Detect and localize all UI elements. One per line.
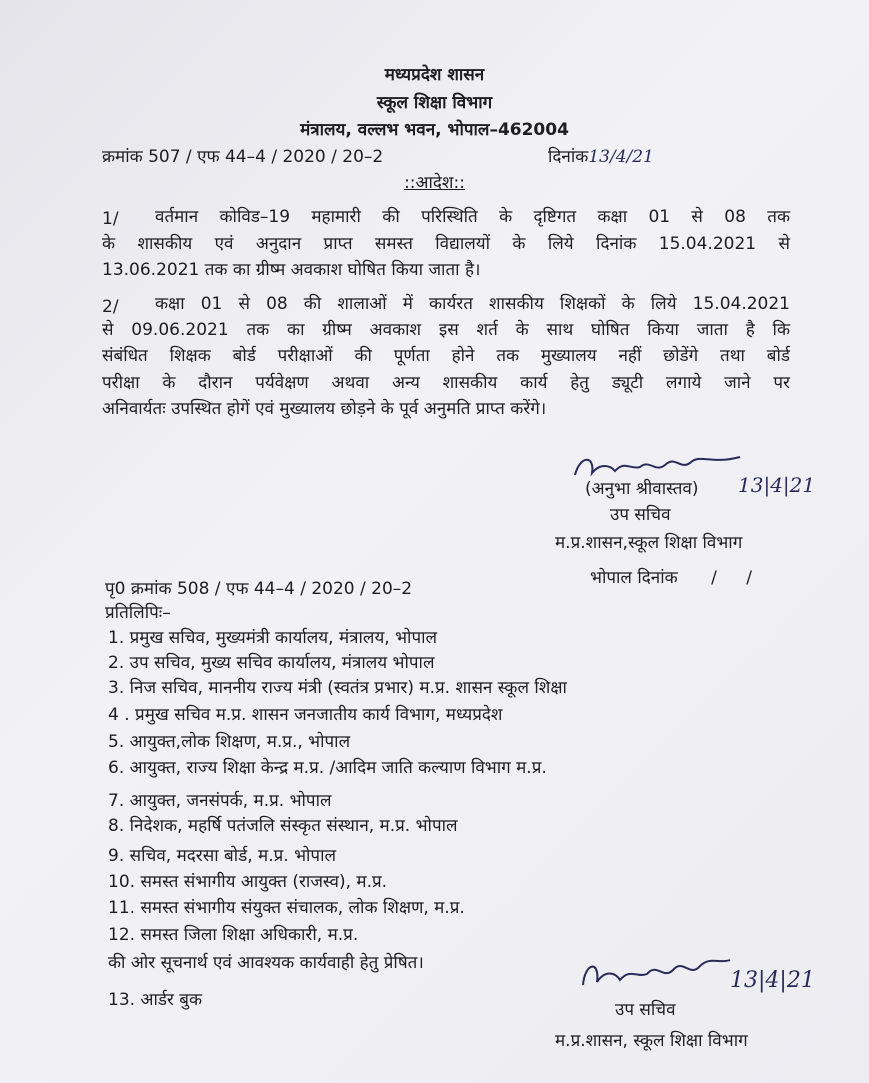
signatory-name: (अनुभा श्रीवास्तव) — [585, 479, 699, 499]
place-date-label: भोपाल दिनांक — [590, 568, 678, 588]
copy-item: 2. उप सचिव, मुख्य सचिव कार्यालय, मंत्रालय भोपाल — [108, 653, 435, 673]
header-line-2: स्कूल शिक्षा विभाग — [376, 93, 493, 113]
bottom-designation: उप सचिव — [615, 1000, 676, 1020]
para-1-line: वर्तमान कोविड–19 महामारी की परिस्थिति के दृष्टिगत कक्षा 01 से 08 तक — [155, 207, 790, 227]
bottom-department: म.प्र.शासन, स्कूल शिक्षा विभाग — [555, 1031, 748, 1051]
place-date-blank: / / — [711, 568, 764, 588]
para-1-line: के शासकीय एवं अनुदान प्राप्त समस्त विद्यालयों के लिये दिनांक 15.04.2021 से — [102, 234, 790, 254]
bottom-signature-date: 13|4|21 — [730, 968, 815, 993]
para-2-line: कक्षा 01 से 08 की शालाओं में कार्यरत शासकीय शिक्षकों के लिये 15.04.2021 — [155, 294, 790, 314]
forward-note: की ओर सूचनार्थ एवं आवश्यक कार्यवाही हेतु प्रेषित। — [108, 953, 424, 973]
copy-number: पृ0 क्रमांक 508 / एफ 44–4 / 2020 / 20–2 — [105, 579, 413, 599]
para-2-line: परीक्षा के दौरान पर्यवेक्षण अथवा अन्य शासकीय कार्य हेतु ड्यूटी लगाये जाने पर — [102, 373, 790, 393]
copy-item: 4 . प्रमुख सचिव म.प्र. शासन जनजातीय कार्य विभाग, मध्यप्रदेश — [108, 705, 503, 725]
header-line-3: मंत्रालय, वल्लभ भवन, भोपाल–462004 — [300, 120, 569, 140]
order-title: ::आदेश:: — [404, 173, 465, 193]
copy-item: 5. आयुक्त,लोक शिक्षण, म.प्र., भोपाल — [108, 732, 351, 752]
copy-item: 10. समस्त संभागीय आयुक्त (राजस्व), म.प्र. — [108, 872, 388, 892]
copy-label: प्रतिलिपिः– — [105, 603, 171, 623]
para-2-line: संबंधित शिक्षक बोर्ड परीक्षाओं की पूर्णता होने तक मुख्यालय नहीं छोडेंगे तथा बोर्ड — [102, 346, 790, 366]
signatory-department: म.प्र.शासन,स्कूल शिक्षा विभाग — [555, 533, 743, 553]
order-number: क्रमांक 507 / एफ 44–4 / 2020 / 20–2 — [102, 147, 384, 167]
date-value: 13/4/21 — [588, 147, 654, 167]
bottom-signature — [575, 950, 735, 995]
para-1-line: 13.06.2021 तक का ग्रीष्म अवकाश घोषित किया जाता है। — [102, 260, 481, 280]
copy-item: 1. प्रमुख सचिव, मुख्यमंत्री कार्यालय, मंत्रालय, भोपाल — [108, 628, 438, 648]
signatory-designation: उप सचिव — [610, 505, 671, 525]
date-label: दिनांक — [548, 147, 589, 167]
copy-item: 7. आयुक्त, जनसंपर्क, म.प्र. भोपाल — [108, 791, 332, 811]
header-line-1: मध्यप्रदेश शासन — [384, 65, 485, 85]
para-2-number: 2/ — [102, 297, 119, 317]
copy-item: 3. निज सचिव, माननीय राज्य मंत्री (स्वतंत्र प्रभार) म.प्र. शासन स्कूल शिक्षा — [108, 678, 567, 698]
para-2-line: से 09.06.2021 तक का ग्रीष्म अवकाश इस शर्त के साथ घोषित किया जाता है कि — [102, 320, 790, 340]
copy-item: 6. आयुक्त, राज्य शिक्षा केन्द्र म.प्र. /आदिम जाति कल्याण विभाग म.प्र. — [108, 758, 547, 778]
copy-item: 8. निदेशक, महर्षि पतंजलि संस्कृत संस्थान, म.प्र. भोपाल — [108, 816, 458, 836]
place-date — [590, 567, 764, 589]
copy-item: 9. सचिव, मदरसा बोर्ड, म.प्र. भोपाल — [108, 846, 337, 866]
copy-item: 13. आर्डर बुक — [108, 990, 203, 1010]
para-2-line: अनिवार्यतः उपस्थित होगें एवं मुख्यालय छोड़ने के पूर्व अनुमति प्राप्त करेंगे। — [102, 399, 547, 419]
copy-item: 12. समस्त जिला शिक्षा अधिकारी, म.प्र. — [108, 925, 359, 945]
signature-date: 13|4|21 — [738, 473, 816, 497]
para-1-number: 1/ — [102, 209, 119, 229]
order-date — [548, 146, 654, 168]
copy-item: 11. समस्त संभागीय संयुक्त संचालक, लोक शिक्षण, म.प्र. — [108, 898, 465, 918]
